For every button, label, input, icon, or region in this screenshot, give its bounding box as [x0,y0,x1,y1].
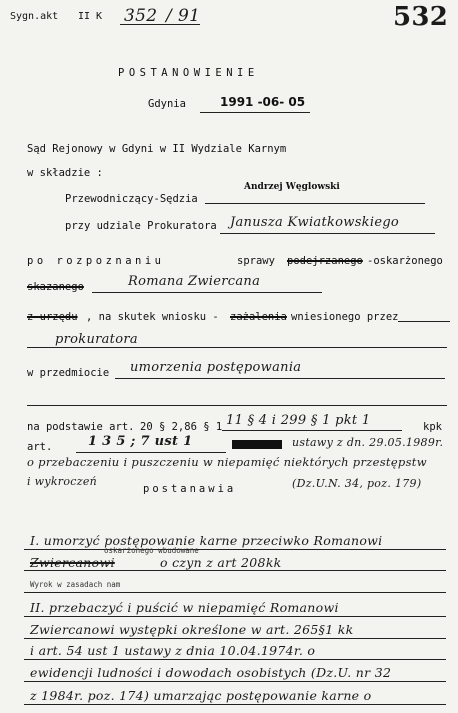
motion-label: , na skutek wniosku - [86,311,219,323]
signature-year: 91 [178,6,201,26]
basis-handwritten-articles: 11 § 4 i 299 § 1 pkt 1 [226,413,371,428]
decision-2-line-1: II. przebaczyć i puścić w niepamięć Romanowi [30,600,339,615]
signature-number: 352 [124,6,158,26]
struck-complaint: zażalenia [230,311,287,323]
decision-2-line-3: i art. 54 ust 1 ustawy z dnia 10.04.1974r. o [30,643,316,658]
act-title: o przebaczeniu i puszczeniu w niepamięć niektórych przestępstw [27,455,427,469]
place: Gdynia [148,98,186,110]
chair-name: Andrzej Węglowski [244,182,340,192]
document-title: POSTANOWIENIE [118,67,259,79]
accused-label: -oskarżonego [367,255,443,267]
signature-label: Sygn.akt [10,11,59,22]
struck-convicted: skazanego [27,281,84,293]
journal-reference: (Dz.U.N. 34, poz. 179) [292,477,422,490]
struck-ex-officio: z urzędu [27,311,78,323]
basis-label: na podstawie art. [27,421,135,433]
composition-label: w składzie : [27,167,103,179]
case-sprawy-label: sprawy [237,255,275,267]
filed-by: prokuratora [55,332,138,347]
prosecutor-name: Janusza Kwiatkowskiego [230,215,400,230]
signature-prefix: II K [78,11,103,22]
basis-printed-articles: 20 § 2,86 § 1 [140,421,223,433]
chair-label: Przewodniczący-Sędzia [65,193,198,205]
act-reference: ustawy z dn. 29.05.1989r. [292,436,444,449]
struck-suspect: podejrzanego [287,255,363,267]
decision-1-line-1: I. umorzyć postępowanie karne przeciwko Romanowi [30,533,383,548]
stamp-text-1: oskarżonego wbudowane [104,546,199,555]
redaction-bar [232,440,282,449]
kpk-label: kpk [423,421,442,433]
art-label: art. [27,441,53,453]
decision-2-line-4: ewidencji ludności i dowodach osobistych (Dz.U. nr 32 [30,665,392,680]
case-label: po rozpoznaniu [27,255,165,267]
page-number: 532 [393,2,449,32]
decision-1-line-2b: o czyn z art 208kk [160,555,282,570]
document-page: Sygn.akt II K 352 / 91 532 POSTANOWIENIE Gdynia 1991 -06- 05 Sąd Rejonowy w Gdyni w II Wydziale Karnym w składzie : Przewodniczący-Sędzia Andrzej Węglowski przy udziale Prokuratora Janusza Kwiatkowskiego po rozpoznaniu sprawy podejrzanego -oskarżonego skazanego Romana Zwiercana z urzędu , na skutek wniosku - zażalenia wniesionego przez prokuratora w przedmiocie umorzenia postępowania na podstawie art. 20 § 2,86 § 1 11 § 4 i 299 § 1 pkt 1 kpk art. 1 3 5 ; 7 ust 1 ustawy z dn. 29.05.1989r. o przebaczeniu i puszczeniu w niepamięć niektórych przestępstw i wykroczeń postanawia (Dz.U.N. 34, poz. 179) I. umorzyć postępowanie karne przeciwko Romanowi oskarżonego wbudowane Zwiercanowi o czyn z art 208kk Wyrok w zasadach nam II. przebaczyć i puścić w niepamięć Romanowi Zwiercanowi występki określone w art. 265§1 kk i art. 54 ust 1 ustawy z dnia 10.04.1974r. o ewidencji ludności i dowodach osobistych (Dz.U. nr 32 z 1984r. poz. 174) umarzając postępowanie karne o [0,0,458,713]
stamp-text-2: Wyrok w zasadach nam [30,580,121,589]
decision-2-line-2: Zwiercanowi występki określone w art. 265§1 kk [30,622,354,637]
prosecutor-label: przy udziale Prokuratora [65,220,217,232]
subject: umorzenia postępowania [130,360,302,375]
decides-label: postanawia [143,483,237,495]
art-numbers: 1 3 5 ; 7 ust 1 [88,434,193,449]
decision-1-line-2a: Zwiercanowi [30,555,115,570]
accused-name: Romana Zwiercana [128,274,261,289]
act-title-cont: i wykroczeń [27,475,98,488]
subject-label: w przedmiocie [27,367,110,379]
decision-2-line-5: z 1984r. poz. 174) umarzając postępowanie karne o [30,688,372,703]
court-line: Sąd Rejonowy w Gdyni w II Wydziale Karnym [27,143,287,155]
filed-by-label: wniesionego przez [291,311,399,323]
date: 1991 -06- 05 [220,95,306,109]
